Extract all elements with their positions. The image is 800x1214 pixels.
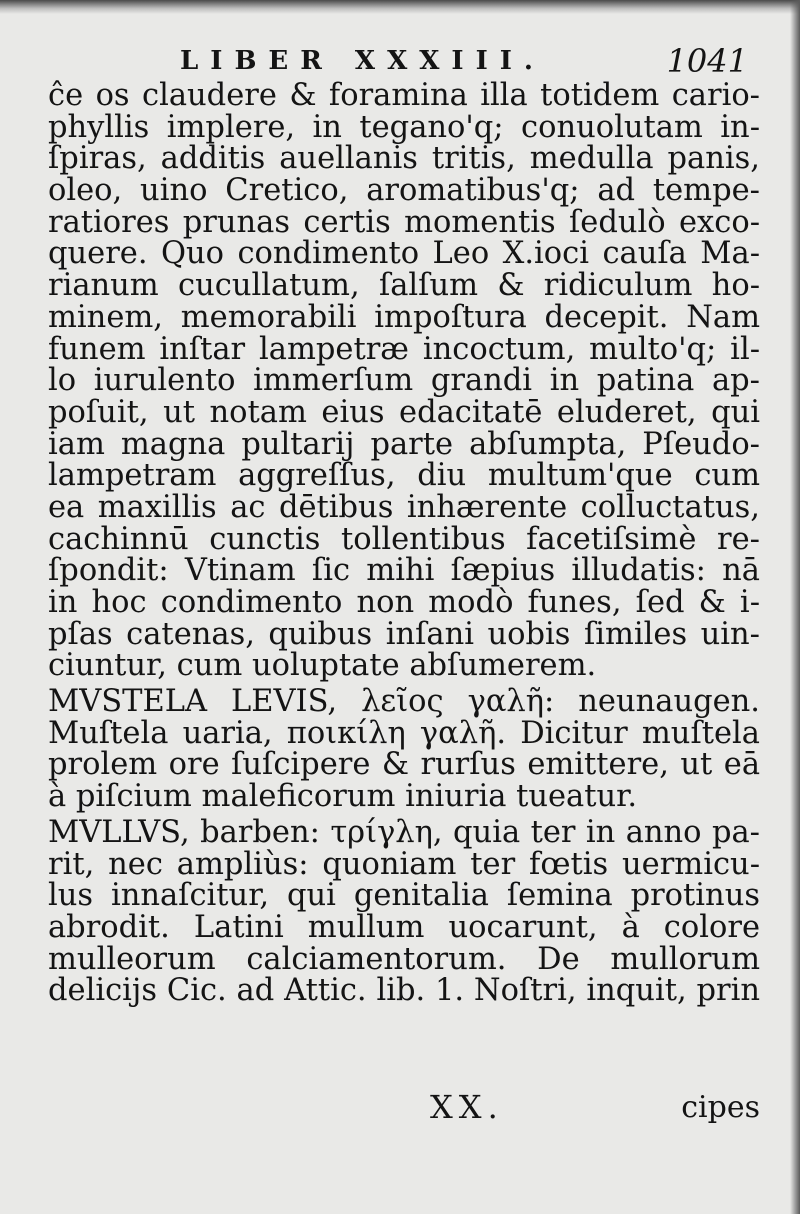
- text-line: iam magna pultarij parte abſumpta, Pſeudo-: [48, 426, 760, 462]
- text-line: MVLLVS, barben: τρίγλη, quia ter in anno pa-: [48, 814, 760, 850]
- text-line: prolem ore ſuſcipere & rurſus emittere, ut eā: [48, 747, 760, 783]
- catchword: cipes: [681, 1090, 760, 1125]
- text-line: pſas catenas, quibus inſani uobis ſimiles uin-: [48, 616, 760, 652]
- body-text: [48, 80, 760, 1007]
- text-line: ſpiras, additis auellanis tritis, medulla panis,: [48, 141, 760, 177]
- text-line: cachinnū cunctis tollentibus facetiſsimè re-: [48, 521, 760, 557]
- text-line: rianum cucullatum, ſalſum & ridiculum ho-: [48, 268, 760, 304]
- text-line: abrodit. Latini mullum uocarunt, à colore: [48, 909, 760, 945]
- text-line: Muſtela uaria, ποικίλη γαλῆ. Dicitur muſtela: [48, 715, 760, 751]
- text-line: ea maxillis ac dētibus inhærente colluctatus,: [48, 489, 760, 525]
- text-line: ĉe os claudere & foramina illa totidem cario-: [48, 78, 760, 113]
- text-line: quere. Quo condimento Leo X.ioci cauſa Ma-: [48, 236, 760, 272]
- page-edge-shadow-top: [0, 0, 800, 14]
- text-line: delicijs Cic. ad Attic. lib. 1. Noſtri, inquit, prin: [48, 973, 760, 1009]
- paragraph-3: [48, 814, 760, 1009]
- page-number: 1041: [666, 42, 748, 80]
- text-line: ciuntur, cum uoluptate abſumerem.: [48, 648, 597, 684]
- text-line: in hoc condimento non modò funes, ſed & i-: [48, 585, 760, 620]
- paragraph-1: [48, 80, 760, 682]
- signature-mark: XX.: [430, 1088, 504, 1126]
- text-line: minem, memorabili impoſtura decepit. Nam: [48, 299, 760, 335]
- text-line: MVSTELA LEVIS, λεῖος γαλῆ: neunaugen.: [48, 684, 760, 720]
- text-line: funem inſtar lampetræ incoctum, multo'q; il-: [48, 331, 760, 367]
- text-line: oleo, uino Cretico, aromatibus'q; ad tempe-: [48, 173, 760, 209]
- text-line: rit, nec ampliùs: quoniam ter fœtis uermicu-: [48, 846, 760, 882]
- running-head: LIBER XXXIII.: [180, 46, 545, 76]
- text-line: lo iurulento immerſum grandi in patina ap-: [48, 363, 760, 399]
- paragraph-2: [48, 686, 760, 813]
- text-line: ſpondit: Vtinam ſic mihi ſæpius illudatis: nā: [48, 553, 760, 589]
- text-line: lus innaſcitur, qui genitalia ſemina protinus: [48, 878, 760, 914]
- page-footer: [48, 1088, 760, 1132]
- page-edge-shadow-right: [790, 0, 800, 1214]
- text-line: lampetram aggreſſus, diu multum'que cum: [48, 458, 760, 494]
- text-line: poſuit, ut notam eius edacitatē eluderet, qui: [48, 394, 760, 430]
- text-line: mulleorum calciamentorum. De mullorum: [48, 941, 760, 977]
- text-line: phyllis implere, in tegano'q; conuolutam in-: [48, 109, 760, 145]
- text-line: ratiores prunas certis momentis ſedulò exco-: [48, 204, 760, 240]
- text-line: à piſcium maleficorum iniuria tueatur.: [48, 779, 638, 815]
